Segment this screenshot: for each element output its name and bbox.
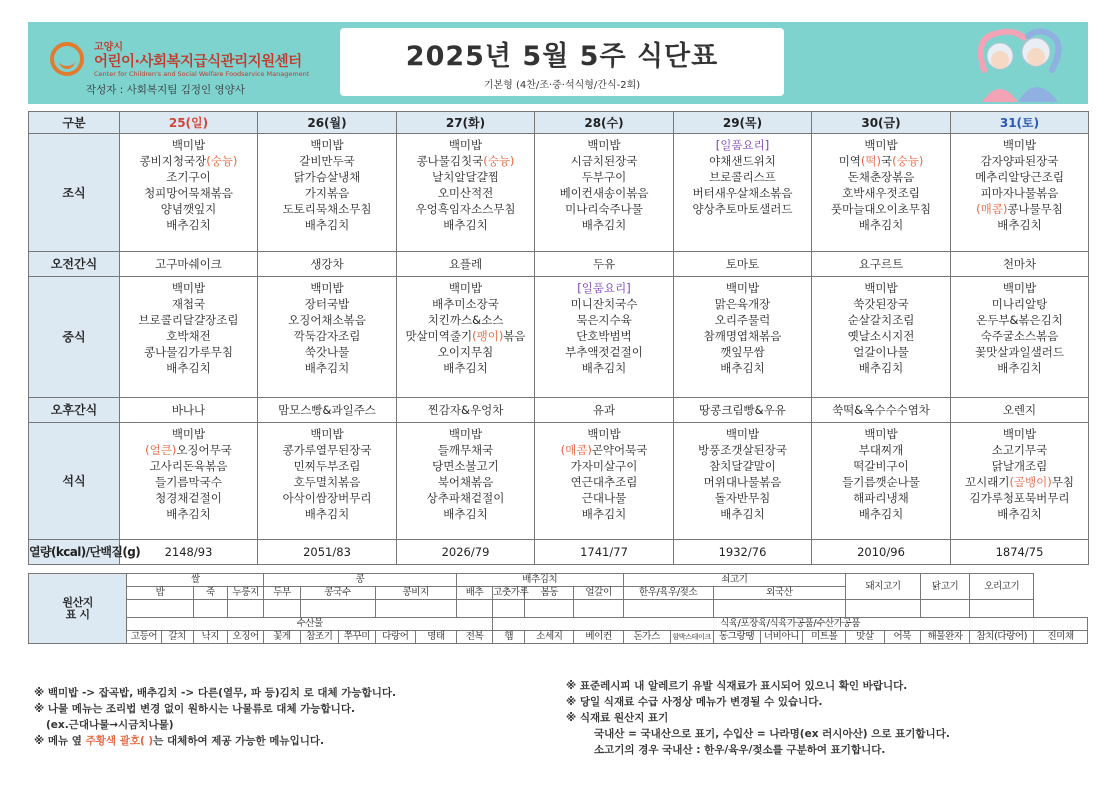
special-dish-label: [일품요리] — [715, 138, 770, 152]
menu-item: 오이지무침 — [437, 345, 494, 359]
menu-item: 두부구이 — [581, 170, 627, 184]
menu-item: 들기름막국수 — [155, 475, 222, 489]
menu-item: 배추김치 — [581, 218, 627, 232]
origin-item-row-2 — [29, 631, 1088, 644]
origin-item: 외국산 — [713, 587, 846, 600]
row-label-dinner: 석식 — [29, 423, 120, 540]
origin-item: 어묵 — [884, 631, 920, 644]
origin-value-cell — [375, 600, 456, 618]
day-header-sun: 25(일) — [120, 112, 258, 134]
origin-item: 햄 — [493, 631, 525, 644]
menu-item: 가지볶음 — [304, 186, 350, 200]
origin-item: 맛살 — [846, 631, 885, 644]
corner-cell: 구분 — [29, 112, 120, 134]
org-name: 어린이·사회복지급식관리지원센터 — [94, 54, 302, 70]
menu-item: 시금치된장국 — [570, 154, 638, 168]
breakfast-cell — [812, 134, 951, 252]
day-header-fri: 30(금) — [812, 112, 951, 134]
menu-item: 배추김치 — [166, 507, 211, 521]
menu-item: 민찌두부조림 — [293, 459, 361, 473]
origin-item: 낙지 — [193, 631, 227, 644]
pm-snack-cell: 맘모스빵&과일주스 — [258, 398, 397, 423]
origin-group-duck: 오리고기 — [970, 574, 1034, 600]
row-label-lunch: 중식 — [29, 277, 120, 398]
menu-item: 떡갈비구이 — [853, 459, 909, 473]
menu-item: 백미밥 — [587, 138, 621, 152]
special-dish-label: [일품요리] — [577, 281, 631, 295]
org-english-name: Center for Children's and Social Welfare Foodservice Management — [94, 70, 310, 78]
origin-value-cell — [574, 600, 623, 618]
menu-item: 방풍조갯살된장국 — [698, 443, 787, 457]
author-line: 작성자 : 사회복지팀 김정인 영양사 — [86, 84, 245, 96]
menu-item: 묵은지수육 — [576, 313, 632, 327]
pm-snack-cell: 찐감자&우엉차 — [397, 398, 535, 423]
menu-item: 숙주굴소스볶음 — [980, 329, 1059, 343]
smile-logo-icon — [50, 42, 84, 76]
pm-snack-cell: 오렌지 — [951, 398, 1089, 423]
origin-item: 밥 — [127, 587, 193, 600]
menu-item: 깍둑감자조림 — [293, 329, 361, 343]
note-line: ※ 나물 메뉴는 조리법 변경 없이 원하시는 나물류로 대체 가능합니다. — [34, 703, 355, 715]
dinner-cell — [258, 423, 397, 540]
menu-item: 야채샌드위치 — [709, 154, 776, 168]
am-snack-cell: 토마토 — [674, 252, 812, 277]
menu-item: 호두멸치볶음 — [293, 475, 361, 489]
menu-item: 쑥갓나물 — [304, 345, 350, 359]
menu-item: 가자미살구이 — [570, 459, 638, 473]
row-label-am-snack: 오전간식 — [29, 252, 120, 277]
alternative-option: (숭늉) — [892, 154, 924, 168]
nutrition-row — [29, 540, 1089, 565]
menu-item: 배추김치 — [443, 218, 488, 232]
menu-item: 배추김치 — [720, 361, 765, 375]
menu-item: 백미밥 — [725, 427, 760, 441]
origin-item: 고등어 — [127, 631, 161, 644]
lunch-cell — [674, 277, 812, 398]
origin-group-rice: 쌀 — [127, 574, 264, 587]
origin-item: 미트볼 — [803, 631, 846, 644]
menu-item: 배추김치 — [858, 218, 904, 232]
menu-item: 배추김치 — [858, 361, 904, 375]
orange-bracket-note: 주황색 괄호( ) — [85, 735, 154, 747]
breakfast-cell — [951, 134, 1089, 252]
pm-snack-cell: 유과 — [535, 398, 674, 423]
alternative-option: (골뱅이) — [1009, 475, 1052, 489]
origin-group-bean: 콩 — [264, 574, 457, 587]
menu-item: 백미밥 — [725, 281, 760, 295]
origin-group-chicken: 닭고기 — [921, 574, 970, 600]
lunch-cell — [535, 277, 674, 398]
nutrition-cell: 1741/77 — [535, 540, 674, 565]
menu-item: 고사리돈육볶음 — [149, 459, 228, 473]
origin-value-cell — [264, 600, 300, 618]
day-header-tue: 27(화) — [397, 112, 535, 134]
elderly-couple-illustration-icon — [954, 26, 1074, 102]
alternative-option: (얼큰) — [145, 443, 177, 457]
menu-item: 들깨무채국 — [437, 443, 494, 457]
menu-item: 미역(떡)국(숭늉) — [838, 154, 924, 168]
note-line: ※ 식재료 원산지 표기 — [566, 712, 669, 724]
origin-item: 참치(다랑어) — [970, 631, 1034, 644]
origin-value-cell — [493, 600, 525, 618]
menu-item: 백미밥 — [1002, 138, 1037, 152]
menu-item: 단호박범벅 — [576, 329, 632, 343]
menu-item: 백미밥 — [310, 138, 344, 152]
menu-item: 오징어채소볶음 — [288, 313, 366, 327]
menu-item: 백미밥 — [171, 427, 206, 441]
menu-item: 청경채겉절이 — [155, 491, 222, 505]
menu-item: 오리주물럭 — [714, 313, 771, 327]
menu-item: 감자양파된장국 — [980, 154, 1059, 168]
dinner-cell — [397, 423, 535, 540]
menu-item: 배추김치 — [997, 361, 1042, 375]
menu-item: 날치알달걀찜 — [432, 170, 499, 184]
row-label-breakfast: 조식 — [29, 134, 120, 252]
day-header-wed: 28(수) — [535, 112, 674, 134]
menu-item: 조기구이 — [166, 170, 211, 184]
menu-item: 북어채볶음 — [437, 475, 494, 489]
day-header-row — [29, 112, 1089, 134]
origin-item: 동그랑땡 — [713, 631, 760, 644]
page-subtitle: 기본형 (4찬/조·중·석식형/간식-2회) — [483, 80, 641, 91]
pm-snack-cell: 쑥떡&옥수수수염차 — [812, 398, 951, 423]
origin-item: 고춧가루 — [493, 587, 529, 598]
menu-item: 베이컨새송이볶음 — [559, 186, 649, 200]
origin-item: 참조기 — [300, 631, 339, 644]
menu-item: 배추김치 — [443, 361, 488, 375]
origin-group-beef: 쇠고기 — [623, 574, 845, 587]
menu-item: 꼬시래기(골뱅이)무침 — [965, 475, 1074, 489]
menu-item: 미나리숙주나물 — [565, 202, 643, 216]
pm-snack-cell: 바나나 — [120, 398, 258, 423]
menu-item: 배추김치 — [166, 218, 211, 232]
note-line: (ex.근대나물→시금치나물) — [46, 719, 174, 731]
menu-item: 백미밥 — [1002, 427, 1037, 441]
origin-item: 죽 — [193, 587, 227, 600]
menu-item: 배추김치 — [997, 507, 1042, 521]
breakfast-cell — [535, 134, 674, 252]
note-line: ※ 당일 식재료 수급 사정상 메뉴가 변경될 수 있습니다. — [566, 696, 823, 708]
dinner-cell — [535, 423, 674, 540]
menu-item: 소고기무국 — [991, 443, 1048, 457]
menu-item: 백미밥 — [310, 427, 344, 441]
note-line: ※ 백미밥 -> 잡곡밥, 배추김치 -> 다른(열무, 파 등)김치 로 대체 가능합니다. — [34, 687, 397, 699]
origin-item: 얼갈이 — [574, 587, 623, 600]
menu-item: 꽃맛살과일샐러드 — [975, 345, 1064, 359]
note-line: 국내산 = 국내산으로 표기, 수입산 = 나라명(ex 러시아산) 으로 표기합니다. — [594, 728, 950, 740]
origin-value-row — [29, 600, 1088, 618]
menu-item: 버터새우살채소볶음 — [692, 186, 793, 200]
nutrition-cell: 2148/93 — [120, 540, 258, 565]
menu-item: 콩나물김가루무침 — [144, 345, 233, 359]
origin-item: 진미채 — [1034, 631, 1088, 644]
am-snack-cell: 두유 — [535, 252, 674, 277]
menu-item: 호박새우젓조림 — [842, 186, 920, 200]
row-label-pm-snack: 오후간식 — [29, 398, 120, 423]
menu-item: 배추김치 — [581, 507, 627, 521]
origin-item: 너비아니 — [760, 631, 803, 644]
dinner-row — [29, 423, 1089, 540]
menu-item: 백미밥 — [587, 427, 621, 441]
lunch-cell — [812, 277, 951, 398]
menu-item: 들기름깻순나물 — [842, 475, 920, 489]
origin-group-pork: 돼지고기 — [846, 574, 921, 600]
lunch-cell — [397, 277, 535, 398]
origin-item: 한우/육우/젖소 — [623, 587, 713, 600]
breakfast-cell — [258, 134, 397, 252]
menu-item: 배추미소장국 — [432, 297, 499, 311]
menu-item: 브로콜리달걀장조림 — [138, 313, 239, 327]
menu-item: 백미밥 — [448, 281, 483, 295]
menu-item: 장터국밥 — [304, 297, 350, 311]
origin-item: 다랑어 — [375, 631, 416, 644]
menu-item: 참깨명엽채볶음 — [703, 329, 782, 343]
am-snack-cell: 요플레 — [397, 252, 535, 277]
menu-item: 해파리냉채 — [853, 491, 909, 505]
menu-item: 배추김치 — [443, 507, 488, 521]
menu-item: 미니잔치국수 — [570, 297, 638, 311]
alternative-option: (숭늉) — [206, 154, 238, 168]
nutrition-cell: 2010/96 — [812, 540, 951, 565]
menu-item: 얼갈이나물 — [853, 345, 909, 359]
menu-item: 닭가슴살냉채 — [293, 170, 361, 184]
origin-group-processed: 식육/포장육/식육가공품/수산가공품 — [493, 618, 1088, 631]
day-header-thu: 29(목) — [674, 112, 812, 134]
menu-item: 맛살미역줄기(팽이)볶음 — [405, 329, 526, 343]
am-snack-cell: 고구마쉐이크 — [120, 252, 258, 277]
pm-snack-row — [29, 398, 1089, 423]
origin-item: 갈치 — [161, 631, 193, 644]
origin-item: 명태 — [416, 631, 457, 644]
breakfast-cell — [674, 134, 812, 252]
menu-item: 백미밥 — [864, 427, 898, 441]
dinner-cell — [812, 423, 951, 540]
lunch-cell — [120, 277, 258, 398]
menu-item: 배추김치 — [581, 361, 627, 375]
weekly-menu-table — [28, 111, 1089, 565]
menu-item: (매콤)콩나물무침 — [976, 202, 1063, 216]
menu-item: 우엉흑임자소스무침 — [415, 202, 516, 216]
menu-item: 콩가루열무된장국 — [282, 443, 372, 457]
origin-value-cell — [127, 600, 193, 618]
menu-item: 배추김치 — [858, 507, 904, 521]
row-label-nutrition: 열량(kcal)/단백질(g) — [29, 540, 120, 565]
menu-item: 콩비지청국장(숭늉) — [139, 154, 238, 168]
alternative-option: (팽이) — [472, 329, 504, 343]
day-header-mon: 26(월) — [258, 112, 397, 134]
alternative-option: (매콤) — [976, 202, 1008, 216]
dinner-cell — [120, 423, 258, 540]
menu-item: 오미산적전 — [437, 186, 494, 200]
menu-item: 콩나물김칫국(숭늉) — [416, 154, 515, 168]
am-snack-cell: 천마차 — [951, 252, 1089, 277]
menu-item: 닭날개조림 — [991, 459, 1048, 473]
origin-item: 베이컨 — [574, 631, 623, 644]
origin-label-table — [28, 573, 1088, 644]
origin-item: 콩비지 — [375, 587, 456, 600]
lunch-row — [29, 277, 1089, 398]
origin-item: 오징어 — [227, 631, 263, 644]
menu-item: 브로콜리스프 — [709, 170, 776, 184]
menu-item: 쑥갓된장국 — [853, 297, 909, 311]
menu-item: 아삭이쌈장버무리 — [282, 491, 372, 505]
nutrition-cell: 2026/79 — [397, 540, 535, 565]
menu-item: 백미밥 — [310, 281, 344, 295]
origin-group-seafood: 수산물 — [127, 618, 493, 631]
menu-item: 치킨까스&소스 — [427, 313, 504, 327]
origin-item: 두부 — [264, 587, 300, 600]
origin-item: 함박스테이크 — [670, 631, 713, 644]
pm-snack-cell: 땅콩크림빵&우유 — [674, 398, 812, 423]
header-banner — [28, 22, 1088, 104]
origin-item: 꽃게 — [264, 631, 300, 644]
origin-value-cell — [970, 600, 1034, 618]
nutrition-cell: 2051/83 — [258, 540, 397, 565]
menu-item: 백미밥 — [1002, 281, 1037, 295]
menu-item: 참치달걀말이 — [709, 459, 776, 473]
menu-item: 김가루청포묵버무리 — [969, 491, 1070, 505]
origin-item: 쭈꾸미 — [339, 631, 375, 644]
menu-item: 백미밥 — [448, 427, 483, 441]
dinner-cell — [674, 423, 812, 540]
menu-item: 피마자나물볶음 — [980, 186, 1059, 200]
menu-item: 백미밥 — [171, 138, 206, 152]
note-line: 소고기의 경우 국내산 : 한우/육우/젖소를 구분하여 표기합니다. — [594, 744, 886, 756]
am-snack-cell: 생강차 — [258, 252, 397, 277]
menu-item: 근대나물 — [581, 491, 627, 505]
note-line: ※ 메뉴 옆 주황색 괄호( )는 대체하여 제공 가능한 메뉴입니다. — [34, 735, 324, 747]
origin-label-cell: 원산지 표 시 — [29, 574, 127, 644]
lunch-cell — [951, 277, 1089, 398]
menu-item: 미나리알탕 — [991, 297, 1048, 311]
menu-item: 백미밥 — [448, 138, 483, 152]
origin-value-cell — [525, 600, 574, 618]
org-city: 고양시 — [94, 42, 123, 53]
menu-item: (매콤)곤약어묵국 — [560, 443, 648, 457]
menu-item: 배추김치 — [720, 507, 765, 521]
menu-item: 메추리알당근조림 — [975, 170, 1064, 184]
alternative-option: (떡) — [860, 154, 881, 168]
day-header-sat: 31(토) — [951, 112, 1089, 134]
origin-item: 누룽지 — [227, 587, 263, 600]
origin-value-cell — [623, 600, 713, 618]
menu-item: 양념깻잎지 — [160, 202, 217, 216]
origin-item: 전복 — [456, 631, 492, 644]
menu-item: 백미밥 — [171, 281, 206, 295]
origin-value-cell — [921, 600, 970, 618]
menu-item: 당면소불고기 — [432, 459, 499, 473]
lunch-cell — [258, 277, 397, 398]
alternative-option: (숭늉) — [483, 154, 515, 168]
menu-item: 온두부&볶은김치 — [976, 313, 1063, 327]
origin-value-cell — [193, 600, 227, 618]
menu-item: 청피망어묵채볶음 — [144, 186, 233, 200]
menu-item: 옛날소시지전 — [847, 329, 915, 343]
menu-item: 풋마늘대오이초무침 — [831, 202, 931, 216]
menu-item: 돈채춘장볶음 — [847, 170, 915, 184]
menu-item: 깻잎무쌈 — [720, 345, 765, 359]
notes-right — [566, 678, 950, 758]
menu-item: 도토리묵채소무침 — [282, 202, 372, 216]
origin-group-row-2 — [29, 618, 1088, 631]
menu-item: 돌자반무침 — [714, 491, 771, 505]
origin-group-kimchi: 배추김치 — [456, 574, 623, 587]
menu-item: 부대찌개 — [858, 443, 904, 457]
menu-item: 상추파채겉절이 — [426, 491, 505, 505]
origin-value-cell — [846, 600, 921, 618]
menu-item: 머위대나물볶음 — [703, 475, 782, 489]
menu-item: 연근대추조림 — [570, 475, 638, 489]
breakfast-cell — [397, 134, 535, 252]
am-snack-row — [29, 252, 1089, 277]
dinner-cell — [951, 423, 1089, 540]
origin-value-cell — [713, 600, 846, 618]
breakfast-row — [29, 134, 1089, 252]
menu-item: 호박채전 — [166, 329, 211, 343]
nutrition-cell: 1874/75 — [951, 540, 1089, 565]
page-title: 2025년 5월 5주 식단표 — [405, 41, 719, 72]
alternative-option: (매콤) — [560, 443, 592, 457]
menu-item: 배추김치 — [304, 507, 350, 521]
nutrition-cell: 1932/76 — [674, 540, 812, 565]
menu-item: 배추김치 — [304, 361, 350, 375]
note-line: ※ 표준레시피 내 알레르기 유발 식재료가 표시되어 있으니 확인 바랍니다. — [566, 680, 908, 692]
origin-item: 봄동 — [525, 587, 574, 600]
menu-item: 재첩국 — [171, 297, 206, 311]
origin-group-row — [29, 574, 1088, 587]
menu-item: 순살갈치조림 — [847, 313, 915, 327]
menu-item: 배추김치 — [304, 218, 350, 232]
menu-item: (얼큰)오징어무국 — [145, 443, 232, 457]
origin-item: 배추 — [456, 587, 492, 600]
menu-item: 백미밥 — [864, 281, 898, 295]
menu-item: 부추액젓겉절이 — [565, 345, 643, 359]
notes-left — [34, 685, 396, 749]
breakfast-cell — [120, 134, 258, 252]
menu-item: 맑은육개장 — [714, 297, 771, 311]
origin-value-cell — [227, 600, 263, 618]
origin-item: 소세지 — [525, 631, 574, 644]
origin-value-cell — [456, 600, 492, 618]
menu-item: 배추김치 — [166, 361, 211, 375]
menu-item: 갈비만두국 — [299, 154, 355, 168]
menu-item: 배추김치 — [997, 218, 1042, 232]
am-snack-cell: 요구르트 — [812, 252, 951, 277]
menu-item: 양상추토마토샐러드 — [692, 202, 793, 216]
origin-value-cell — [300, 600, 375, 618]
menu-item: 백미밥 — [864, 138, 898, 152]
origin-item: 해물완자 — [921, 631, 970, 644]
title-box — [340, 28, 784, 96]
origin-item: 돈가스 — [623, 631, 670, 644]
origin-item: 콩국수 — [300, 587, 375, 600]
